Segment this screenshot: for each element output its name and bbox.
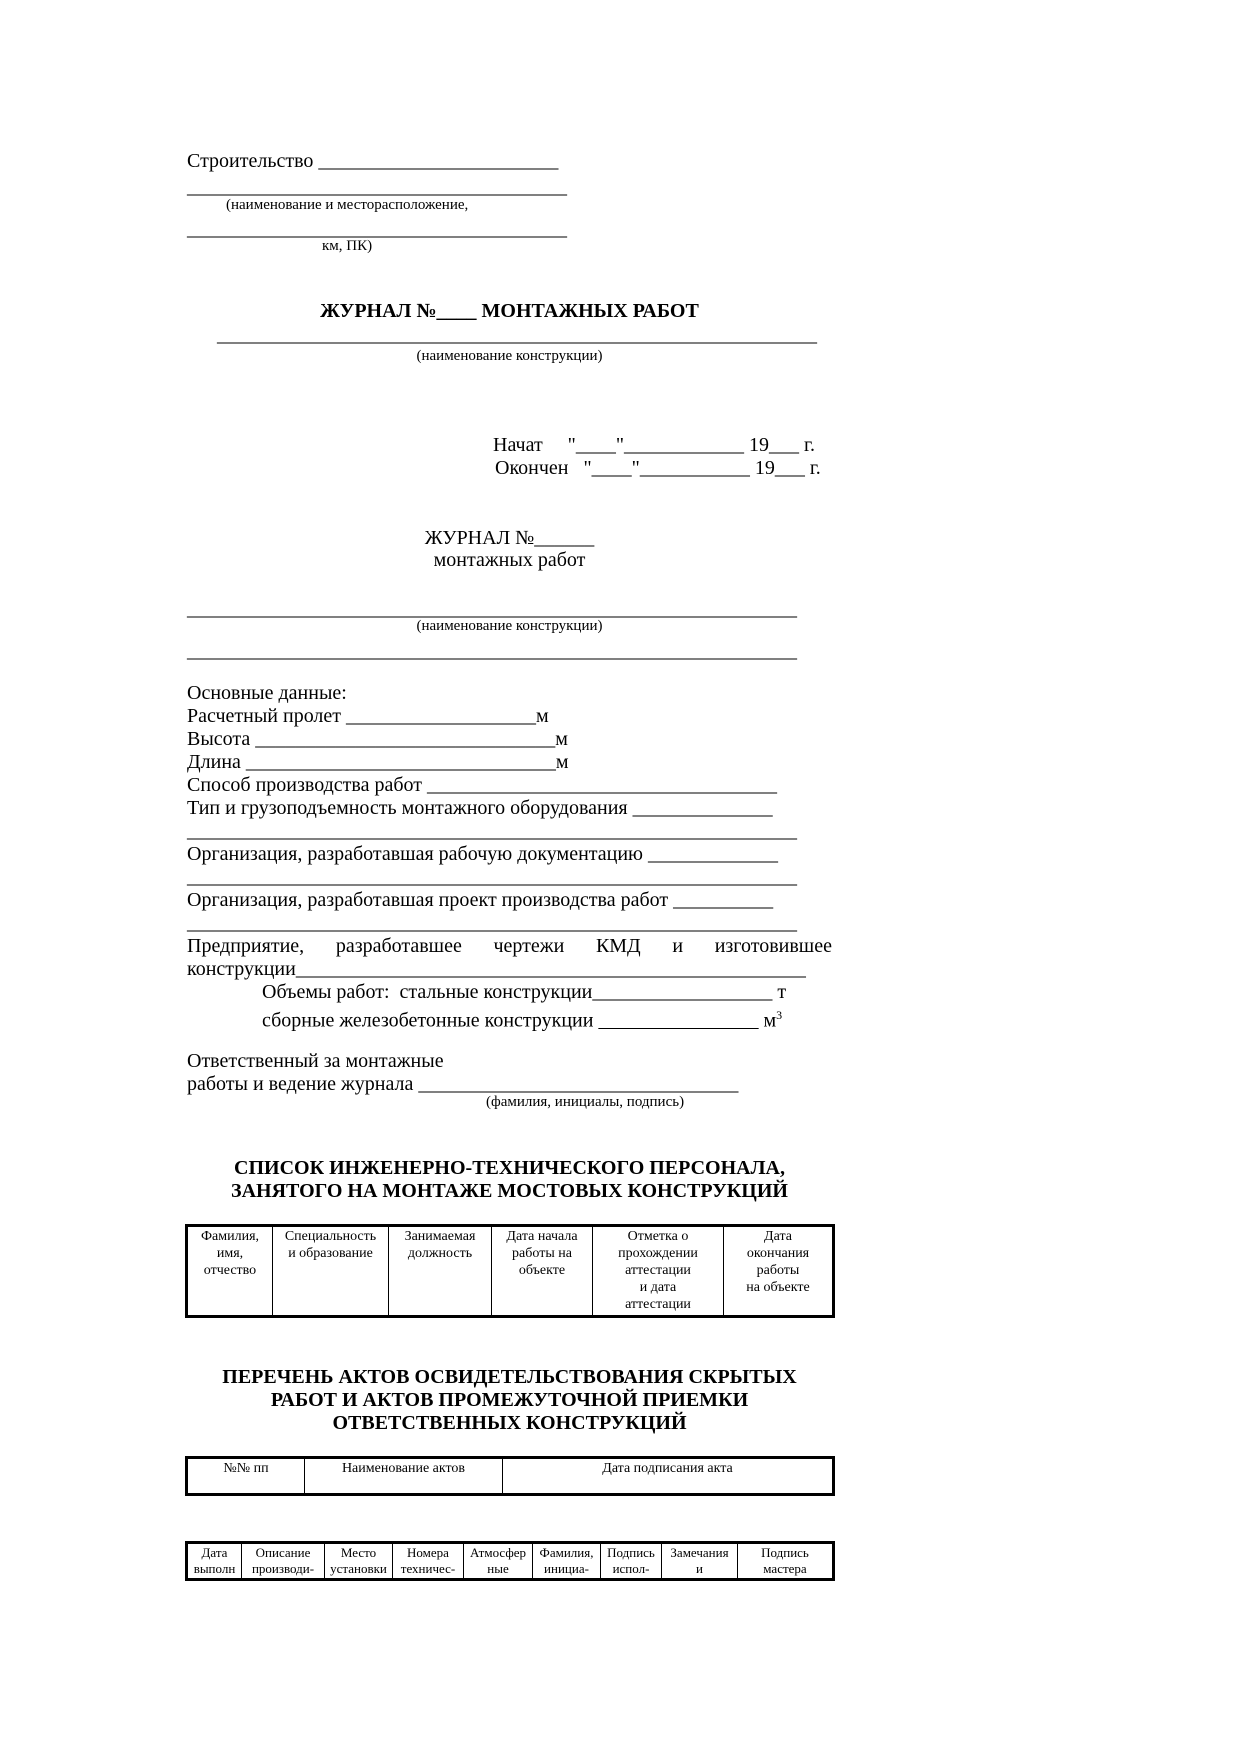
staff-col-attestation bbox=[593, 1226, 724, 1317]
header-line: Дата bbox=[201, 1545, 228, 1560]
header-line: мастера bbox=[763, 1561, 807, 1576]
volumes-steel-field: Объемы работ: стальные конструкции__________________ т bbox=[262, 981, 787, 1003]
kmd-enterprise-line bbox=[187, 935, 832, 958]
table-row bbox=[187, 1458, 834, 1495]
responsible-field: работы и ведение журнала ________________________________ bbox=[187, 1073, 739, 1095]
header-line: Место bbox=[340, 1545, 377, 1560]
finished-date: Окончен "____"___________ 19___ г. bbox=[495, 457, 821, 479]
table-row bbox=[187, 1543, 834, 1580]
construction-name-line: ____________________________________________________________ bbox=[217, 324, 817, 346]
acts-title-line-3: ОТВЕТСТВЕННЫХ КОНСТРУКЦИЙ bbox=[332, 1412, 687, 1434]
volumes-concrete-text: сборные железобетонные конструкции ________________ м bbox=[262, 1009, 777, 1032]
height-field: Высота ______________________________м bbox=[187, 728, 568, 750]
header-line: Описание bbox=[255, 1545, 311, 1560]
header-line: производи- bbox=[251, 1561, 315, 1576]
kmd-word: КМД bbox=[595, 935, 641, 957]
construction-name-caption: (наименование конструкции) bbox=[416, 348, 603, 364]
header-line: выполн bbox=[193, 1561, 236, 1576]
header-line: Фамилия, bbox=[539, 1545, 594, 1560]
staff-col-specialty bbox=[273, 1226, 389, 1317]
header-line: Номера bbox=[407, 1545, 449, 1560]
header-line: инициа- bbox=[544, 1561, 589, 1576]
acts-title-line-2: РАБОТ И АКТОВ ПРОМЕЖУТОЧНОЙ ПРИЕМКИ bbox=[270, 1389, 749, 1411]
caption-name-location: (наименование и месторасположение, bbox=[226, 197, 469, 213]
acts-title-line-1: ПЕРЕЧЕНЬ АКТОВ ОСВИДЕТЕЛЬСТВОВАНИЯ СКРЫТЫХ bbox=[222, 1366, 797, 1388]
header-line: имя, bbox=[216, 1246, 244, 1261]
responsible-label: Ответственный за монтажные bbox=[187, 1050, 444, 1072]
staff-col-position bbox=[389, 1226, 492, 1317]
works-col-surname bbox=[533, 1543, 601, 1580]
staff-col-name bbox=[187, 1226, 273, 1317]
blank-line: _____________________________________________________________ bbox=[187, 866, 797, 888]
works-col-executor-signature bbox=[601, 1543, 662, 1580]
kmd-constructions-field: конструкции___________________________________________________ bbox=[187, 958, 806, 980]
header-line: Специальность bbox=[284, 1229, 377, 1244]
basic-data-heading: Основные данные: bbox=[187, 682, 347, 704]
header-line: Дата начала bbox=[506, 1229, 578, 1244]
blank-line: ______________________________________ bbox=[187, 176, 567, 198]
works-col-weather bbox=[464, 1543, 533, 1580]
header-line: должность bbox=[407, 1246, 473, 1261]
header-line: ные bbox=[487, 1561, 509, 1576]
kmd-word: чертежи bbox=[493, 935, 565, 957]
header-line: и образование bbox=[288, 1246, 373, 1261]
header-line: Отметка о bbox=[627, 1229, 689, 1244]
header-line: установки bbox=[330, 1561, 387, 1576]
blank-line: _____________________________________________________________ bbox=[187, 820, 797, 842]
header-line: и bbox=[696, 1561, 703, 1576]
header-line: Замечания bbox=[670, 1545, 729, 1560]
equipment-field: Тип и грузоподъемность монтажного оборудования ______________ bbox=[187, 797, 773, 819]
works-col-remarks bbox=[662, 1543, 738, 1580]
blank-line: _____________________________________________________________ bbox=[187, 912, 797, 934]
method-field: Способ производства работ ___________________________________ bbox=[187, 774, 778, 796]
blank-line: _____________________________________________________________ bbox=[187, 598, 797, 620]
works-col-date bbox=[187, 1543, 242, 1580]
construction-name-caption: (наименование конструкции) bbox=[416, 618, 603, 634]
header-line: Подпись bbox=[607, 1545, 655, 1560]
cubic-superscript: 3 bbox=[776, 1008, 783, 1022]
started-date: Начат "____"____________ 19___ г. bbox=[493, 434, 815, 456]
acts-table bbox=[185, 1456, 835, 1496]
header-line: Фамилия, bbox=[200, 1229, 260, 1244]
kmd-word: изготовившее bbox=[714, 935, 832, 957]
header-line: испол- bbox=[612, 1561, 650, 1576]
caption-km-pk: км, ПК) bbox=[322, 238, 373, 254]
staff-col-end-date bbox=[724, 1226, 834, 1317]
header-line: на объекте bbox=[746, 1280, 810, 1295]
header-line: Подпись bbox=[761, 1545, 809, 1560]
journal-subtitle: монтажных работ bbox=[433, 549, 586, 571]
kmd-word: разработавшее bbox=[335, 935, 462, 957]
acts-col-signing-date: Дата подписания акта bbox=[503, 1458, 834, 1495]
header-line: работы на bbox=[512, 1246, 572, 1261]
header-line: Атмосфер bbox=[469, 1545, 527, 1560]
blank-line: ______________________________________ bbox=[187, 218, 567, 240]
cover-title: ЖУРНАЛ №____ МОНТАЖНЫХ РАБОТ bbox=[320, 300, 699, 322]
staff-col-start-date bbox=[492, 1226, 593, 1317]
kmd-word: Предприятие, bbox=[187, 935, 305, 957]
journal-title: ЖУРНАЛ №______ bbox=[424, 527, 595, 549]
works-col-location bbox=[325, 1543, 393, 1580]
works-col-master-signature bbox=[738, 1543, 834, 1580]
works-col-description bbox=[242, 1543, 325, 1580]
staff-table bbox=[185, 1224, 835, 1318]
header-line: Занимаемая bbox=[404, 1229, 476, 1244]
header-line: отчество bbox=[203, 1263, 257, 1278]
staff-title-line-1: СПИСОК ИНЖЕНЕРНО-ТЕХНИЧЕСКОГО ПЕРСОНАЛА, bbox=[234, 1157, 785, 1179]
staff-title-line-2: ЗАНЯТОГО НА МОНТАЖЕ МОСТОВЫХ КОНСТРУКЦИЙ bbox=[231, 1180, 788, 1202]
acts-col-number: №№ пп bbox=[187, 1458, 305, 1495]
header-line: аттестации bbox=[625, 1263, 691, 1278]
doc-org-field: Организация, разработавшая рабочую документацию _____________ bbox=[187, 843, 778, 865]
header-line: аттестации bbox=[625, 1297, 691, 1312]
span-field: Расчетный пролет ___________________м bbox=[187, 705, 549, 727]
header-line: работы bbox=[756, 1263, 800, 1278]
length-field: Длина _______________________________м bbox=[187, 751, 569, 773]
header-line: окончания bbox=[746, 1246, 810, 1261]
volumes-concrete-field bbox=[262, 1004, 782, 1033]
works-col-numbers bbox=[393, 1543, 464, 1580]
blank-line: _____________________________________________________________ bbox=[187, 640, 797, 662]
responsible-caption: (фамилия, инициалы, подпись) bbox=[486, 1094, 685, 1110]
construction-line: Строительство ________________________ bbox=[187, 150, 559, 172]
header-line: техничес- bbox=[400, 1561, 456, 1576]
acts-col-name: Наименование актов bbox=[305, 1458, 503, 1495]
header-line: Дата bbox=[764, 1229, 792, 1244]
header-line: объекте bbox=[518, 1263, 566, 1278]
table-row bbox=[187, 1226, 834, 1317]
header-line: и дата bbox=[639, 1280, 677, 1295]
kmd-word: и bbox=[672, 935, 684, 957]
ppr-org-field: Организация, разработавшая проект производства работ __________ bbox=[187, 889, 774, 911]
header-line: прохождении bbox=[618, 1246, 698, 1261]
works-table bbox=[185, 1541, 835, 1581]
